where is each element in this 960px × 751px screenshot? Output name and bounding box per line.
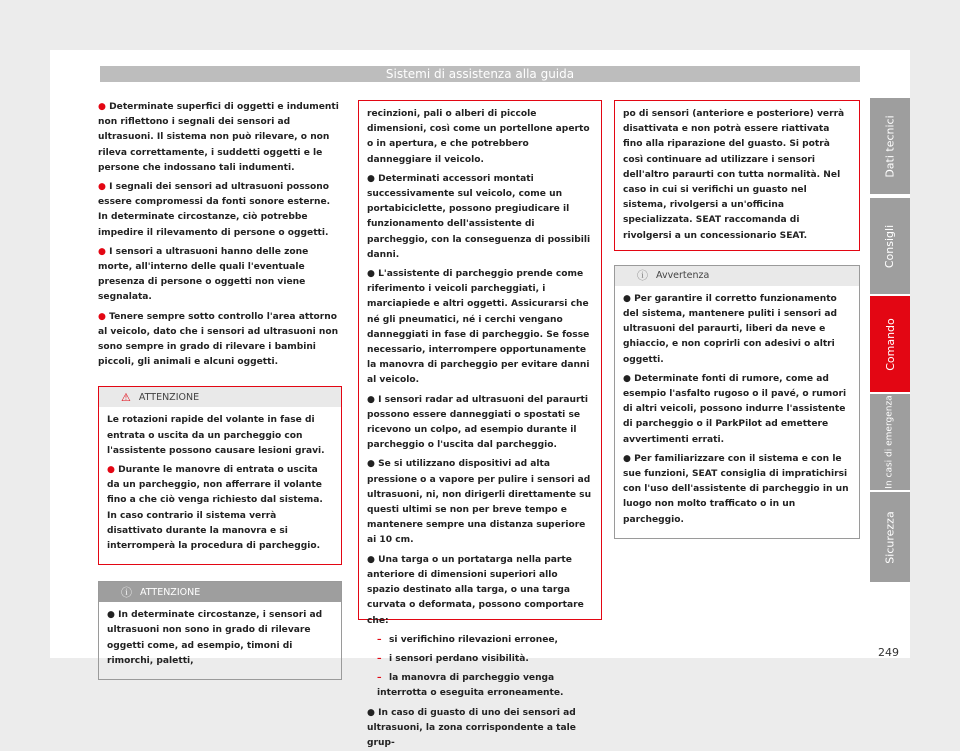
bullet-item: ● Se si utilizzano dispositivi ad alta pressione o a vapore per pulire i sensori ad ultrasuoni, ni, non dirigerli direttamente su questi ultimi se non per breve tempo e mantenere sempre una distanza superiore ai 10 cm. xyxy=(367,459,592,546)
bullet-item: ● In caso di guasto di uno dei sensori ad ultrasuoni, la zona corrispondente a tale grup- xyxy=(367,707,576,748)
attenzione-intro: Le rotazioni rapide del volante in fase di entrata o uscita da un parcheggio con l'assistente possono causare lesioni gravi. xyxy=(107,415,325,456)
tab-comando[interactable]: Comando xyxy=(870,296,910,392)
dash-icon: – xyxy=(377,634,382,645)
dash-icon: – xyxy=(377,673,382,684)
dash-item: – la manovra di parcheggio venga interrotta o eseguita erroneamente. xyxy=(377,673,564,699)
attenzione-header: ⓘ ATTENZIONE xyxy=(99,582,341,602)
info-circle-icon: ⓘ xyxy=(637,269,648,283)
tab-in-casi-di-emergenza[interactable]: In casi di emergenza xyxy=(870,394,910,490)
bullet-icon: ● xyxy=(98,246,110,257)
dash-icon: – xyxy=(377,653,382,664)
bullet-item: ● In determinate circostanze, i sensori ad ultrasuoni non sono in grado di rilevare oggetti come, ad esempio, timoni di rimorchi, paletti, xyxy=(107,610,323,666)
bullet-icon: ● xyxy=(107,610,119,621)
bullet-icon: ● xyxy=(98,102,110,112)
bullet-icon: ● xyxy=(367,394,379,405)
column-3 xyxy=(614,100,860,539)
column-2 xyxy=(358,100,602,748)
attenzione-continued-box xyxy=(614,100,860,251)
bullet-icon: ● xyxy=(367,554,379,565)
bullet-item: ● Per familiarizzare con il sistema e con le sue funzioni, SEAT consiglia di impratichirsi con l'uso dell'assistente di parcheggio in un luogo non molto trafficato o in un parcheggio. xyxy=(623,453,849,525)
attenzione-header: ⚠ ATTENZIONE xyxy=(99,387,341,407)
bullet-item: ● Determinate fonti di rumore, come ad esempio l'asfalto rugoso o il pavé, o rumori di altri veicoli, possono indurre l'assistente di parcheggio o il ParkPilot ad emettere avvertimenti errati. xyxy=(623,373,847,445)
bullet-icon: ● xyxy=(98,182,110,193)
page-number: 249 xyxy=(878,646,899,659)
bullet-item: ● Per garantire il corretto funzionamento del sistema, mantenere puliti i sensori ad ultrasuoni del paraurti, liberi da neve e ghiaccio, e non coprirli con adesivi o altri oggetti. xyxy=(623,293,837,365)
bullet-item: ● Tenere sempre sotto controllo l'area attorno al veicolo, dato che i sensori ad ultrasuoni non sono sempre in grado di rilevare i bambini piccoli, gli animali e alcuni oggetti. xyxy=(98,311,339,368)
bullet-icon: ● xyxy=(367,459,379,470)
bullet-icon: ● xyxy=(367,707,379,718)
column-1 xyxy=(98,100,342,680)
bullet-icon: ● xyxy=(98,311,110,322)
attenzione-box-1 xyxy=(98,386,342,565)
bullet-icon: ● xyxy=(107,465,119,476)
bullet-item: ● Determinati accessori montati successivamente sul veicolo, come un portabiciclette, possono pregiudicare il funzionamento dell'assistente di parcheggio, con la conseguenza di possibili danni. xyxy=(367,173,591,260)
bullet-item: ● I sensori a ultrasuoni hanno delle zone morte, all'interno delle quali l'eventuale presenza di persone o oggetti non viene segnalata. xyxy=(98,246,309,303)
bullet-item: ● Durante le manovre di entrata o uscita da un parcheggio, non afferrare il volante fino a che ciò venga richiesto dal sistema. In caso contrario il sistema verrà disattivato durante la manovra e si interromperà la procedura di parcheggio. xyxy=(107,465,323,552)
bullet-icon: ● xyxy=(623,293,635,304)
continued-text: po di sensori (anteriore e posteriore) verrà disattivata e non potrà essere riattivata fino alla riparazione del guasto. Si potrà così continuare ad utilizzare i sensori dell'altro paraurti con tutta normalità. Nel caso in cui si verifichi un guasto nel sistema, rivolgersi a un'officina specializzata. SEAT raccomanda di rivolgersi a un concessionario SEAT. xyxy=(623,109,845,241)
dash-item: – i sensori perdano visibilità. xyxy=(367,652,593,667)
bullet-icon: ● xyxy=(623,373,635,384)
tab-sicurezza[interactable]: Sicurezza xyxy=(870,492,910,582)
bullet-item: ● Determinate superfici di oggetti e indumenti non riflettono i segnali dei sensori ad ultrasuoni. Il sistema non può rilevare, o non rileva correttamente, i suddetti oggetti e le persone che indossano tali indumenti. xyxy=(98,102,339,173)
bullet-item: ● Una targa o un portatarga nella parte anteriore di dimensioni superiori allo spazio destinato alla targa, o una targa curvata o deformata, possono comportare che: xyxy=(367,554,584,626)
bullet-icon: ● xyxy=(623,453,635,464)
info-circle-icon: ⓘ xyxy=(121,585,132,599)
tab-dati-tecnici[interactable]: Dati tecnici xyxy=(870,98,910,194)
bullet-icon: ● xyxy=(367,173,379,184)
bullet-item: ● L'assistente di parcheggio prende come riferimento i veicoli parcheggiati, i marciapiede e altri oggetti. Assicurarsi che né gli pneumatici, né i cerchi vengano danneggiati in fase di parcheggio. Se fosse necessario, interrompere opportunamente la manovra di parcheggio per evitare danni al veicolo. xyxy=(367,269,590,386)
attenzione-box-2 xyxy=(98,581,342,680)
tab-consigli[interactable]: Consigli xyxy=(870,198,910,294)
bullet-item: ● I sensori radar ad ultrasuoni del paraurti possono essere danneggiati o spostati se ricevono un colpo, ad esempio durante il parcheggio o l'uscita dal parcheggio. xyxy=(367,394,588,451)
continued-text: recinzioni, pali o alberi di piccole dimensioni, così come un portellone aperto o in apertura, e che potrebbero danneggiare il veicolo. xyxy=(367,109,590,165)
avvertenza-header: ⓘ Avvertenza xyxy=(615,266,859,286)
dash-item: – si verifichino rilevazioni erronee, xyxy=(367,633,593,648)
warning-triangle-icon: ⚠ xyxy=(121,390,131,404)
avvertenza-box xyxy=(614,265,860,539)
bullet-item: ● I segnali dei sensori ad ultrasuoni possono essere compromessi da fonti sonore esterne. In determinate circostanze, ciò potrebbe impedire il rilevamento di persone o oggetti. xyxy=(98,182,331,238)
page-header: Sistemi di assistenza alla guida xyxy=(100,66,860,82)
bullet-icon: ● xyxy=(367,269,379,280)
